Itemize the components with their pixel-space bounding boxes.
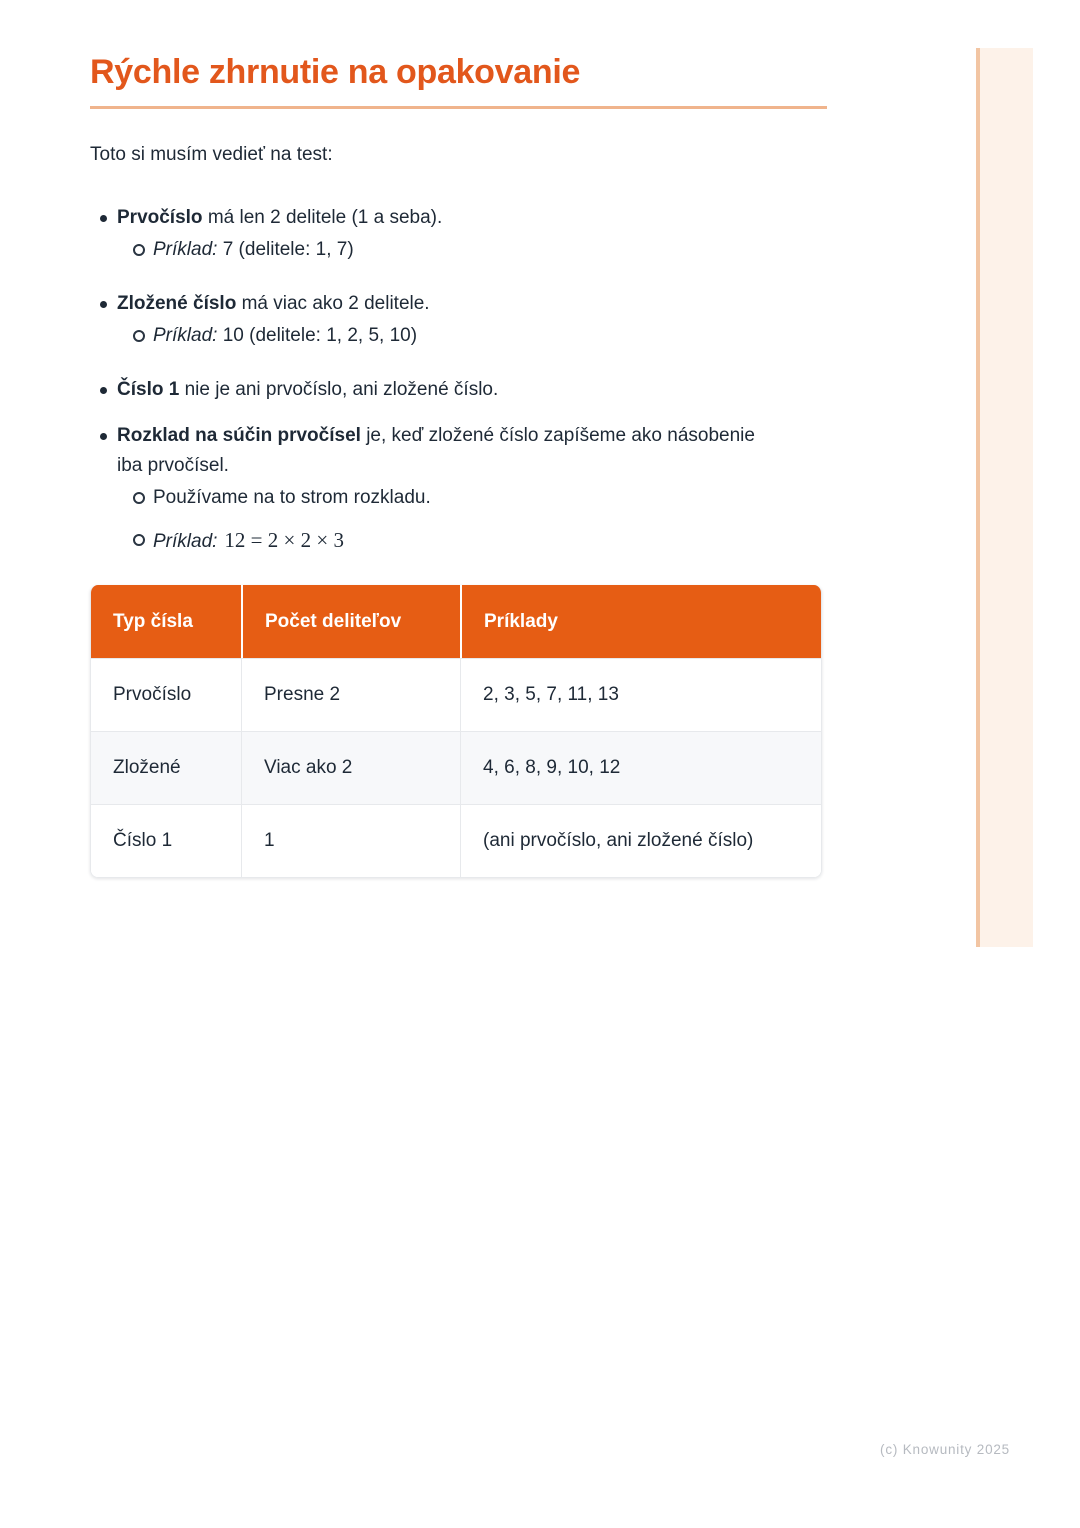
sub-list-item — [124, 483, 827, 513]
list-item-text — [117, 289, 827, 319]
sub-list-item — [124, 235, 827, 265]
list-item-text — [117, 203, 827, 233]
list-item-text — [117, 421, 827, 481]
side-accent-stripe — [976, 48, 1033, 947]
sub-list-item — [124, 525, 827, 557]
table-cell: 1 — [241, 805, 460, 877]
summary-table — [90, 585, 822, 878]
term-label: Prvočíslo — [117, 207, 203, 228]
example-text: 7 (delitele: 1, 7) — [217, 239, 354, 260]
term-label: Zložené číslo — [117, 293, 237, 314]
circle-bullet-icon — [124, 483, 153, 513]
table-cell: Prvočíslo — [113, 684, 192, 705]
bullet-dot-icon — [90, 289, 117, 319]
example-label: Príklad: — [153, 239, 218, 260]
term-label: Rozklad na súčin prvočísel — [117, 425, 361, 446]
list-item-zlozene-cislo — [90, 289, 827, 319]
intro-text: Toto si musím vedieť na test: — [90, 144, 333, 165]
list-item-text — [117, 375, 827, 405]
term-definition: je, keď zložené číslo zapíšeme ako násobenie — [360, 425, 755, 446]
page-title: Rýchle zhrnutie na opakovanie — [90, 53, 581, 91]
list-item-prvocislo — [90, 203, 827, 233]
table-row — [91, 658, 821, 731]
header-cell-pocet-delitelov: Počet deliteľov — [241, 585, 460, 658]
sub-item-text — [153, 235, 354, 265]
circle-bullet-icon — [124, 525, 153, 557]
example-label: Príklad: — [153, 325, 218, 346]
table-header-row — [91, 585, 821, 658]
table-cell: (ani prvočíslo, ani zložené číslo) — [460, 805, 821, 877]
title-underline — [90, 106, 827, 109]
list-item-rozklad — [90, 421, 827, 481]
table-cell: 2, 3, 5, 7, 11, 13 — [460, 659, 821, 731]
table-cell: Číslo 1 — [113, 830, 173, 851]
sub-item-text — [153, 321, 417, 351]
sub-item-text — [153, 483, 431, 513]
bullet-dot-icon — [90, 375, 117, 405]
table-row — [91, 804, 821, 877]
header-cell-priklady: Príklady — [460, 585, 821, 658]
summary-list — [90, 203, 827, 557]
table-row — [91, 731, 821, 804]
circle-bullet-icon — [124, 235, 153, 265]
list-item-cislo-1 — [90, 375, 827, 405]
note-text: Používame na to strom rozkladu. — [153, 487, 431, 508]
sub-list-item — [124, 321, 827, 351]
sub-item-text — [153, 525, 344, 557]
term-definition: má viac ako 2 delitele. — [236, 293, 430, 314]
bullet-dot-icon — [90, 203, 117, 233]
circle-bullet-icon — [124, 321, 153, 351]
math-expression: 12 = 2 × 2 × 3 — [224, 528, 344, 552]
table-cell: Zložené — [113, 757, 181, 778]
bullet-dot-icon — [90, 421, 117, 481]
table-cell: 4, 6, 8, 9, 10, 12 — [460, 732, 821, 804]
table-cell: Presne 2 — [241, 659, 460, 731]
term-definition: má len 2 delitele (1 a seba). — [202, 207, 443, 228]
footer-credit: (c) Knowunity 2025 — [880, 1442, 1010, 1457]
term-definition: nie je ani prvočíslo, ani zložené číslo. — [179, 379, 499, 400]
term-label: Číslo 1 — [117, 379, 180, 400]
term-definition-line2: iba prvočísel. — [117, 455, 229, 476]
table-cell: Viac ako 2 — [241, 732, 460, 804]
example-label: Príklad: — [153, 531, 218, 552]
example-text: 10 (delitele: 1, 2, 5, 10) — [217, 325, 418, 346]
note-content — [90, 0, 827, 878]
header-cell-typ-cisla: Typ čísla — [113, 610, 193, 632]
